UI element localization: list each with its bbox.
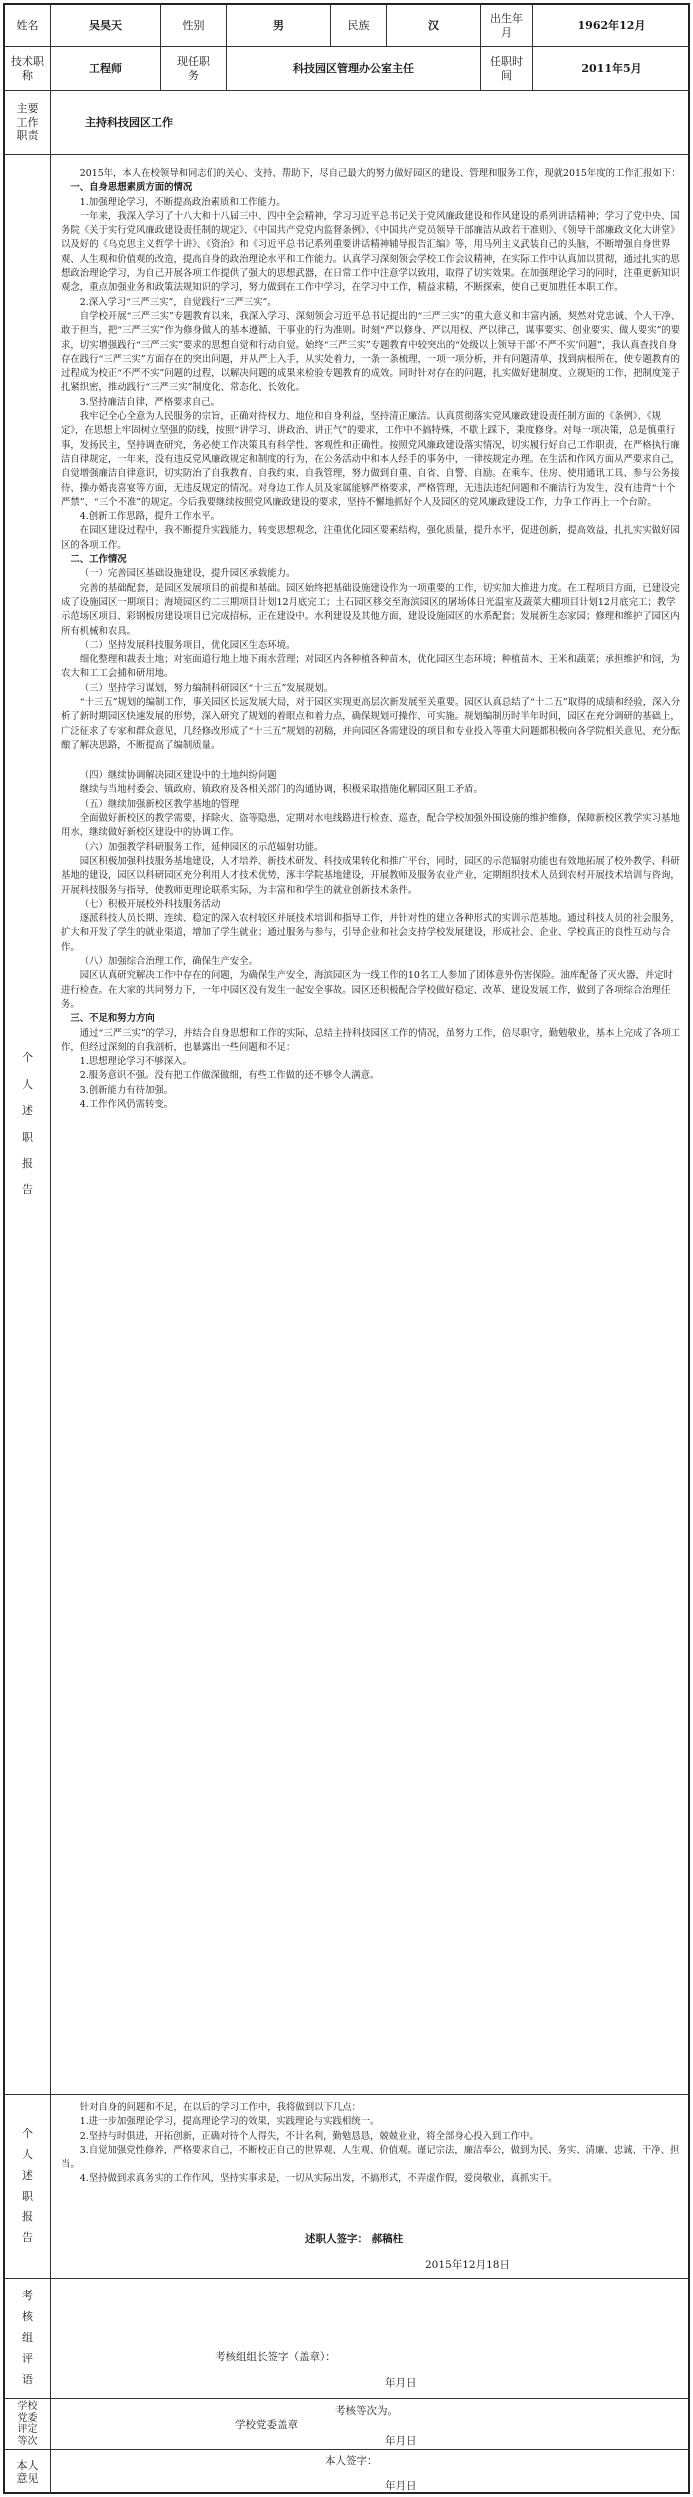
paragraph: （八）加强综合治理工作，确保生产安全。: [79, 956, 258, 968]
paragraph: 园区认真研究解决工作中存在的问题，为确保生产安全，海滨园区为一线工作的10名工人参加了团体意外伤害保险。油库配备了灭火器，并定时进行检查。在大家的共同努力下，一年中园区没有发生一起安全事故。园区还积极配合学校做好稳定、改革、建设发展工作，做到了各项综合治理任务。: [61, 970, 673, 1010]
party-grade: 考核等次为。: [335, 2405, 398, 2417]
paragraph: 通过“三严三实”的学习，并结合自身思想和工作的实际，总结主持科技园区工作的情况，虽努力工作，倍尽职守，勤勉敬业，基本上完成了各项工作，但经过深刻的自我剖析，也暴露出一些问题和不足：: [61, 1027, 681, 1053]
appointed-label: 任职时间: [481, 47, 533, 91]
paragraph: （六）加强教学科研服务工作，延伸园区的示范辐射功能。: [79, 841, 324, 853]
party-seal: 学校党委盖章: [235, 2419, 298, 2431]
ethnicity-value: 汉: [387, 5, 481, 47]
paragraph: 4.坚持做到求真务实的工作作风，坚持实事求是，一切从实际出发，不搞形式，不弄虚作假，爱岗敬业，真抓实干。: [79, 2173, 558, 2185]
paragraph: （二）坚持发展科技服务项目，优化园区生态环境。: [79, 639, 296, 651]
improvement-label: [5, 2095, 51, 2279]
party-label-text: 学校党委评定等次: [17, 2401, 38, 2447]
birth-value: 1962年12月: [533, 5, 690, 47]
duties-value: 主持科技园区工作: [51, 91, 690, 155]
paragraph: 4.工作作风仍需转变。: [79, 1099, 174, 1110]
paragraph: （四）继续协调解决园区建设中的土地纠纷问题: [79, 770, 277, 782]
improvement-body: [61, 2101, 681, 2226]
signature-line: [305, 2231, 403, 2246]
paragraph: [61, 753, 681, 769]
paragraph: 2015年，本人在校领导和同志们的关心、支持、帮助下，尽自己最大的努力做好园区的建设、管理和服务工作，现就2015年度的工作汇报如下：: [79, 168, 681, 179]
paragraph: 我牢记全心全意为人民服务的宗旨，正确对待权力、地位和自身利益，坚持清正廉洁。认真贯彻落实党风廉政建设责任制方面的《条例》、《规定》，在思想上牢固树立坚强的防线，按照“讲学习、讲政治、讲正气”的要求，工作中不搞特殊，不歇上踩下，秉度修身。对每一项决策，总是慎重行事，发扬民主，坚持调查研究，务必使工作决策具有科学性、客观性和正确性。按照党风廉政建设落实情况，切实履行好自己工作职责，在严格执行廉洁自律规定，一年来，没有违反党风廉政规定和制度的行为，在公务活动中和本人经手的事务中，一律按规定办理。在生活和作风方面从严要求自己，自觉增强廉洁自律意识，切实防治了自我教育、自我约束、自我管理，努力做到自重、自省、自警、自励。在乘车、住房、使用通讯工具、参与公务接待、操办婚丧喜宴等方面，无违反规定的情况。对身边工作人员及家属能够严格要求，严格管理，无违法违纪问题和不廉洁行为发生，没有违背“十个严禁”、“三个不准”的规定。今后我要继续按照党风廉政建设的要求，坚持不懈地抓好个人及园区的党风廉政建设工作，力争工作再上一个台阶。: [61, 411, 680, 508]
paragraph: 三、不足和努力方向: [70, 1013, 155, 1025]
report-date: 2015年12月18日: [425, 2259, 510, 2271]
gender-label: 性别: [161, 5, 227, 47]
paragraph: 针对自身的问题和不足，在以后的学习工作中，我将做到以下几点：: [79, 2102, 362, 2113]
paragraph: 细化整理和裁表土地；对室面道行地上地下雨水营理；对园区内各种植各种苗木，优化园区生态环境；种植苗木、王米和蔬菜；承担维护和饲，为农大和工工会捕和研用地。: [61, 654, 680, 680]
paragraph: 园区积极加强科技服务基地建设，人才培养、新技术研发、科技成果转化和推广平台，同时，园区的示范辐射功能也有效地拓展了校外教学、科研基地的建设，园区以科研园区充分利用人才技术优势，涿丰学院基地建设，开展教师及服务农业产业，定期组织技术人员到农村开展技术培训与咨询，开展科技服务与指导，使教师更理论联系实际，为丰富和和学生的就业创新技术条件。: [61, 855, 680, 896]
report-label-text: 个人述职报告: [22, 1051, 33, 1197]
paragraph: 一、自身思想素质方面的情况: [70, 182, 193, 194]
report-label: [5, 155, 51, 2095]
review-label-text: 考核组评语: [22, 2289, 33, 2386]
paragraph: （五）继续加强新校区教学基地的管理: [79, 798, 240, 810]
report-body: [61, 167, 681, 2087]
paragraph: 4.创新工作思路，提升工作水平。: [79, 511, 220, 523]
paragraph: 1.思想理论学习不够深入。: [79, 1056, 192, 1068]
title-label: 技术职称: [5, 47, 51, 91]
paragraph: 3.自觉加强党性修养，严格要求自己，不断校正自己的世界观、人生观、价值观。谨记宗法，廉洁奉公，做到为民、务实、清廉、忠诚、干净、担当。: [61, 2144, 680, 2171]
paragraph: 继续与当地村委会、镇政府、镇政府及各相关部门的沟通协调，积极采取措施化解园区阻工矛盾。: [79, 784, 483, 796]
duties-label: 主要工作职责: [5, 91, 51, 155]
review-cell: [51, 2279, 690, 2399]
paragraph: 全面做好新校区的教学需要，择除火、盗等隐患，定期对水电线路进行检查、巡查，配合学校加强外围设施的维护维修，保障新校区教学实习基地用水，继续做好新校区建设中的协调工作。: [61, 813, 680, 839]
paragraph: 2.深入学习“三严三实”，自觉践行“三严三实”。: [79, 296, 277, 308]
signature-label: 述职人签字：: [305, 2233, 368, 2245]
paragraph: 在园区建设过程中，我不断提升实践能力，转变思想观念，注重优化园区要素结构，强化质量，提升水平，促进创新，提高效益，扎扎实实做好园区的各项工作。: [61, 525, 680, 551]
paragraph: 3.坚持廉洁自律，严格要求自己。: [79, 396, 220, 408]
position-value: 科技园区管理办公室主任: [227, 47, 481, 91]
paragraph: “十三五”规划的编制工作，事关园区长远发展大局，对于园区实现更高层次新发展至关重要。园区认真总结了“十二五”取得的成绩和经验，深入分析了新时期园区快速发展的形势，深入研究了规划的着眼点和着力点，确保规划可操作、可实施。规划编制历时半年时间，园区在充分调研的基础上，广泛征求了专家和群众意见，几经修改形成了“十三五”规划的初稿，并向园区各需建设的项目和专业投入等重大问题都积极向各学院相关意见，充分酝酿了解决思路，不断提高了编制质量。: [61, 696, 681, 751]
paragraph: 一年来，我深入学习了十八大和十八届三中、四中全会精神，学习习近平总书记关于党风廉政建设和作风建设的系列讲话精神；学习了党中央、国务院《关于实行党风廉政建设责任制的规定》、《中国共产党党内监督条例》、《中国共产党员领导干部廉洁从政若干准则》、《领导干部廉政文化大讲堂》以及好的《乌克思主义哲学十讲》、《资治》和《习近平总书记系列重要讲话精神辅导报告汇编》等，用马列主义武装自己的头脑，不断增强自身世界观、人生观和价值观的改造，提高自身的政治理论水平和工作能力。认真学习深刻领会学校工作会议精神，在实际工作中认真加以贯彻，通过扎实的思想政治理论学习，为自己开展各项工作提供了强大的思想武器，在日常工作中注意学以致用，取得了切实效果。在加强理论学习的同时，注重更新知识观念，重点加强业务和政策法规知识的学习，努力做到在工作中学习，在学习中工作，精益求精，不断探索，使自己更加胜任本职工作。: [61, 210, 680, 294]
opinion-label-text: 本人意见: [16, 2458, 39, 2485]
paragraph: 1.加强理论学习，不断提高政治素质和工作能力。: [79, 196, 286, 208]
paragraph: （一）完善园区基础设施建设，提升园区承载能力。: [79, 568, 296, 580]
paragraph: （三）坚持学习谋划，努力编制科研园区“十三五”发展规划。: [79, 682, 334, 694]
paragraph: 完善的基础配套，是园区发展项目的前提和基础。园区始终把基础设施建设作为一项重要的工作，切实加大推进力度。在工程项目方面，已建设完成了设施园区一期项目；海境园区约二三期项目计划12月底完工；土石园区移交至海滨园区的屠场体日光温室及蔬菜大棚项目计划12月底完工；教学示范场区项目、彩钢板房建设项目已完成招标，正在建设中。水利建设及其他方面，建设设施园区的水系配套；发展新生态家园；修理和维护了园区内所有机械和农具。: [61, 582, 680, 637]
signature-name: 郝稿柱: [371, 2233, 404, 2245]
paragraph: 3.创新能力有待加强。: [79, 1084, 174, 1096]
birth-label: 出生年月: [481, 5, 533, 47]
appraisal-form: [3, 3, 690, 2494]
paragraph: 2.坚持与时俱进，开拓创新，正确对待个人得失，不计名利，勤勉恳恳，兢兢业业，将全部身心投入到工作中。: [79, 2130, 539, 2142]
appointed-value: 2011年5月: [533, 47, 690, 91]
review-date: 年月日: [385, 2377, 417, 2389]
gender-value: 男: [227, 5, 331, 47]
position-label: 现任职务: [161, 47, 227, 91]
opinion-label: [5, 2450, 51, 2494]
paragraph: 1.进一步加强理论学习，提高理论学习的效果，实践理论与实践相统一。: [79, 2116, 380, 2128]
paragraph: 2.服务意识不强。没有把工作做深做细，有些工作做的还不够令人满意。: [79, 1070, 380, 1082]
name-label: 姓名: [5, 5, 51, 47]
review-label: [5, 2279, 51, 2399]
paragraph: 逐派科技人员长期、连续、稳定的深入农村较区并展技术培训和指导工作，并针对性的建立各种形式的实训示范基地。通过科技人员的社会服务，扩大和开发了学生的就业渠道，增加了学生就业；通过服务与参与，引导企业和社会支持学校发展建设，形成社会、企业、学校真正的良性互动与合作。: [61, 913, 680, 953]
ethnicity-label: 民族: [331, 5, 387, 47]
paragraph: 自学校开展“三严三实”专题教育以来，我深入学习、深刻领会习近平总书记提出的“三严三实”的重大意义和丰富内涵，契然对党忠诚、个人干净、敢于担当，把“三严三实”作为修身做人的基本遵循、干事业的行为准则。时刻“严以修身、严以用权、严以律己，谋事要实、创业要实、做人要实”的要求，切实增强践行“三严三实”要求的思想自觉和行动自觉。始终“三严三实”专题教育中较突出的“处级以上领导干部‘不严不实’问题”，我认真查找自身存在践行“三严三实”方面存在的突出问题，并从严上入手，从实处着力，一条一条梳理，一项一项分析，并有问题清单，找到病根所在，使专题教育的过程成为校正“不严不实”问题的过程，以解决问题的成果来检验专题教育的成效。同时针对存在的问题，扎实做好建制度、立规矩的工作，把制度笼子扎紧织密，推动践行“三严三实”制度化、常态化、长效化。: [61, 310, 681, 394]
paragraph: 二、工作情况: [70, 554, 127, 566]
opinion-signature: 本人签字：: [325, 2455, 378, 2467]
party-label: [5, 2399, 51, 2450]
paragraph: （七）积极开展校外科技服务活动: [79, 898, 221, 910]
name-value: 吴昊天: [51, 5, 161, 47]
review-signature: 考核组组长签字（盖章）：: [215, 2351, 336, 2363]
title-value: 工程师: [51, 47, 161, 91]
opinion-date: 年月日: [385, 2480, 417, 2492]
party-date: 年月日: [385, 2435, 417, 2447]
improvement-label-text: 个人述职报告: [22, 2126, 33, 2245]
